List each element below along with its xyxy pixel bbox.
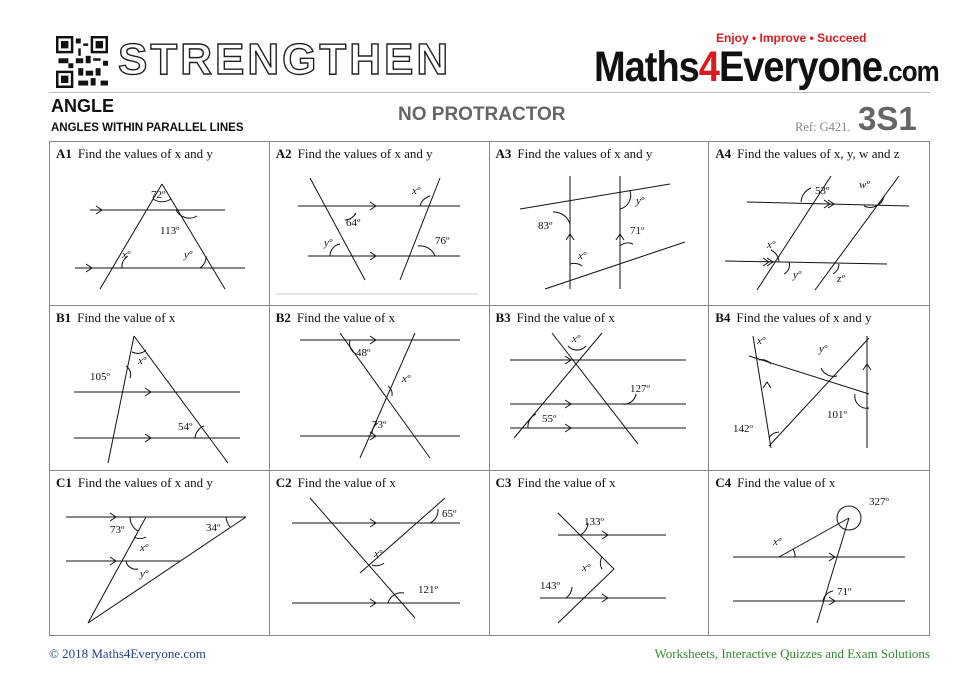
angle-label: yº bbox=[184, 249, 193, 261]
no-protractor-note: NO PROTRACTOR bbox=[398, 104, 566, 125]
diagram-a1 bbox=[50, 164, 270, 304]
question-cell-a2 bbox=[270, 142, 490, 306]
diagram-b4 bbox=[709, 328, 929, 468]
diagram-c4 bbox=[709, 493, 929, 633]
question-prompt: C1 Find the values of x and y bbox=[56, 474, 213, 490]
angle-label: zº bbox=[837, 273, 845, 285]
header-rule bbox=[49, 92, 930, 93]
angle-label: 73º bbox=[371, 419, 387, 432]
angle-label: 143º bbox=[539, 579, 560, 592]
angle-label: yº bbox=[793, 269, 802, 281]
strengthen-title: STRENGTHEN bbox=[118, 35, 452, 84]
question-prompt: A4 Find the values of x, y, w and z bbox=[715, 146, 900, 161]
angle-label: xº bbox=[767, 239, 776, 251]
angle-label: 105º bbox=[90, 371, 110, 384]
copyright-footer: © 2018 Maths4Everyone.com bbox=[49, 646, 206, 661]
question-cell-a3 bbox=[490, 142, 710, 306]
question-prompt: C3 Find the value of x bbox=[495, 474, 616, 490]
question-cell-b3 bbox=[490, 306, 710, 470]
question-cell-c1 bbox=[50, 471, 270, 635]
question-prompt: C2 Find the value of x bbox=[275, 474, 396, 490]
subtopic-title: ANGLES WITHIN PARALLEL LINES bbox=[51, 122, 244, 134]
resources-footer: Worksheets, Interactive Quizzes and Exam Solutions bbox=[654, 646, 930, 661]
question-prompt: A1 Find the values of x and y bbox=[56, 146, 213, 161]
angle-label: 53º bbox=[815, 185, 830, 197]
question-prompt: B1 Find the value of x bbox=[56, 310, 176, 326]
diagram-b3 bbox=[490, 328, 710, 468]
angle-label: 71º bbox=[837, 585, 852, 598]
question-cell-b4 bbox=[709, 306, 929, 470]
diagram-b1 bbox=[50, 328, 270, 468]
question-prompt: C4 Find the value of x bbox=[715, 474, 836, 490]
angle-label: xº bbox=[757, 335, 766, 348]
angle-label: 113º bbox=[160, 225, 180, 237]
brand-tagline: Enjoy • Improve • Succeed bbox=[716, 31, 867, 45]
diagram-a2 bbox=[270, 164, 490, 304]
angle-label: 73º bbox=[110, 523, 125, 536]
angle-label: 34º bbox=[206, 521, 221, 534]
reference-code: Ref: G421. bbox=[795, 120, 851, 134]
angle-label: xº bbox=[373, 547, 383, 560]
question-grid bbox=[49, 141, 930, 636]
question-cell-a1 bbox=[50, 142, 270, 306]
angle-label: xº bbox=[138, 355, 147, 368]
diagram-c1 bbox=[50, 493, 270, 633]
question-prompt: B4 Find the values of x and y bbox=[715, 310, 872, 326]
angle-label: 76º bbox=[434, 235, 450, 247]
angle-label: xº bbox=[577, 250, 586, 262]
question-cell-c3 bbox=[490, 471, 710, 635]
angle-label: xº bbox=[581, 561, 590, 574]
angle-label: 55º bbox=[541, 413, 556, 426]
question-cell-b1 bbox=[50, 306, 270, 470]
diagram-b2 bbox=[270, 328, 490, 468]
angle-label: wº bbox=[859, 179, 870, 191]
angle-label: 327º bbox=[869, 495, 890, 508]
angle-label: 54º bbox=[178, 421, 193, 434]
angle-label: 142º bbox=[733, 423, 754, 436]
angle-label: yº bbox=[323, 237, 333, 249]
angle-label: yº bbox=[140, 567, 149, 580]
brand-logo bbox=[594, 31, 939, 93]
angle-label: 64º bbox=[345, 217, 361, 229]
angle-label: yº bbox=[819, 343, 828, 356]
question-cell-c4 bbox=[709, 471, 929, 635]
angle-label: xº bbox=[140, 541, 149, 554]
question-cell-b2 bbox=[270, 306, 490, 470]
angle-label: 72º bbox=[151, 189, 166, 201]
brand-name: Maths4Everyone.com bbox=[594, 44, 939, 92]
question-prompt: A3 Find the values of x and y bbox=[495, 146, 653, 161]
angle-label: 65º bbox=[441, 507, 457, 520]
angle-label: 121º bbox=[417, 583, 438, 596]
angle-label: 101º bbox=[827, 409, 848, 422]
question-prompt: A2 Find the values of x and y bbox=[275, 146, 433, 161]
qr-code-icon bbox=[56, 36, 108, 88]
question-prompt: B3 Find the value of x bbox=[495, 310, 615, 326]
question-cell-a4 bbox=[709, 142, 929, 306]
angle-label: xº bbox=[401, 373, 411, 386]
angle-label: 48º bbox=[355, 347, 371, 360]
sheet-code: 3S1 bbox=[858, 100, 917, 137]
angle-label: 133º bbox=[583, 515, 604, 528]
angle-label: xº bbox=[411, 185, 421, 197]
angle-label: xº bbox=[122, 249, 131, 261]
diagram-c3 bbox=[490, 493, 710, 633]
angle-label: yº bbox=[635, 195, 644, 207]
angle-label: 71º bbox=[629, 225, 644, 237]
diagram-a4 bbox=[709, 164, 929, 304]
question-cell-c2 bbox=[270, 471, 490, 635]
topic-title: ANGLE bbox=[51, 96, 114, 116]
question-prompt: B2 Find the value of x bbox=[275, 310, 396, 326]
angle-label: xº bbox=[571, 333, 580, 346]
diagram-c2 bbox=[270, 493, 490, 633]
angle-label: 83º bbox=[537, 220, 552, 232]
angle-label: xº bbox=[773, 535, 782, 548]
diagram-a3 bbox=[490, 164, 710, 304]
angle-label: 127º bbox=[629, 383, 650, 396]
